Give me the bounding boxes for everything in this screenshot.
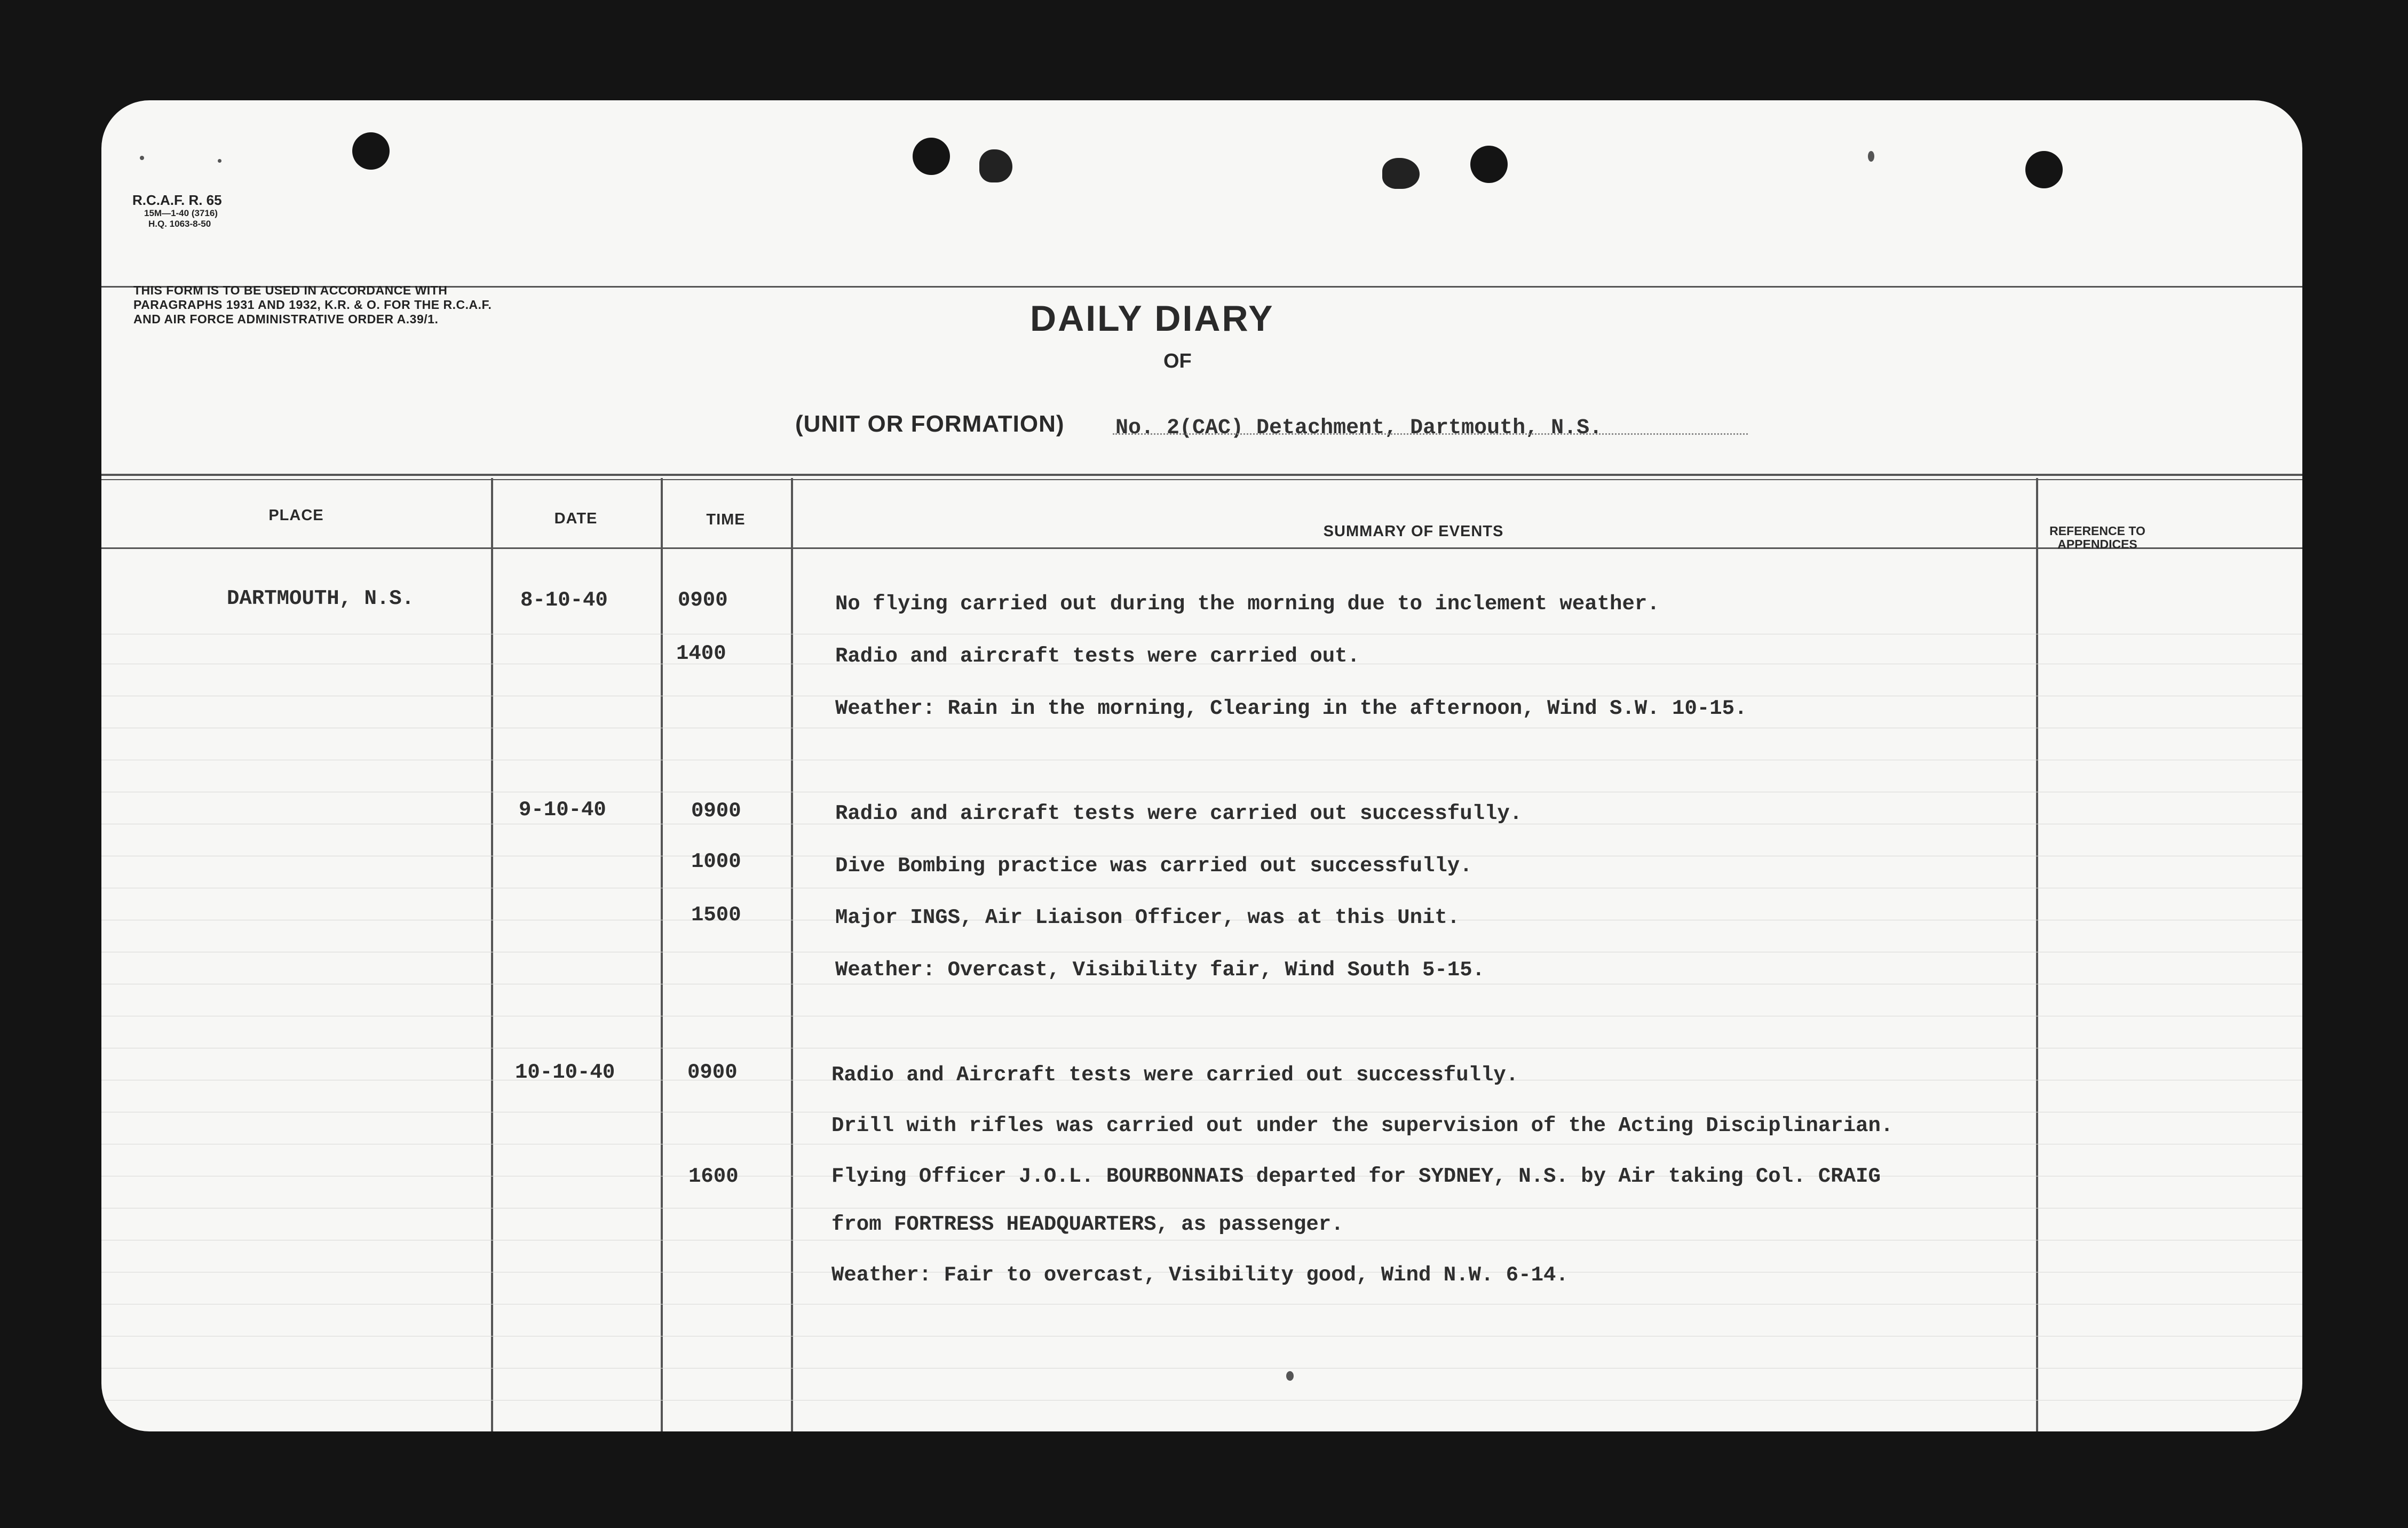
time-entry: 1600 xyxy=(688,1165,739,1188)
event-entry: Drill with rifles was carried out under the supervision of the Acting Disciplinarian. xyxy=(831,1114,1894,1137)
column-header-summary: SUMMARY OF EVENTS xyxy=(1323,523,1504,540)
ink-blot xyxy=(1382,158,1420,189)
event-entry: Weather: Fair to overcast, Visibility good, Wind N.W. 6-14. xyxy=(831,1263,1569,1287)
date-entry: 9-10-40 xyxy=(519,798,606,822)
punch-hole xyxy=(1470,146,1508,183)
form-reference: R.C.A.F. R. 65 xyxy=(132,192,222,208)
speck xyxy=(1286,1371,1294,1381)
time-entry: 0900 xyxy=(678,588,728,612)
form-instructions: THIS FORM IS TO BE USED IN ACCORDANCE WITH PARAGRAPHS 1931 AND 1932, K.R. & O. FOR THE R.C.A.F. AND AIR FORCE ADMINISTRATIVE ORDER A.39/1. xyxy=(133,283,492,326)
event-entry: No flying carried out during the morning due to inclement weather. xyxy=(835,592,1660,616)
time-entry: 0900 xyxy=(687,1061,738,1084)
unit-label: (UNIT OR FORMATION) xyxy=(795,411,1065,437)
column-header-date: DATE xyxy=(554,510,598,527)
place-entry: DARTMOUTH, N.S. xyxy=(227,587,415,610)
column-header-reference: REFERENCE TO APPENDICES xyxy=(2049,524,2145,551)
column-divider xyxy=(491,478,493,1431)
time-entry: 1500 xyxy=(691,903,741,927)
table-top-rule xyxy=(101,479,2302,480)
column-header-rule xyxy=(101,547,2302,549)
date-entry: 8-10-40 xyxy=(520,588,608,612)
form-reference: 15M—1-40 (3716) xyxy=(144,208,218,218)
column-divider xyxy=(791,478,793,1431)
form-reference: H.Q. 1063-8-50 xyxy=(148,219,211,229)
speck xyxy=(140,156,144,160)
ink-blot xyxy=(979,149,1012,182)
table-top-rule xyxy=(101,474,2302,476)
event-entry: Dive Bombing practice was carried out successfully. xyxy=(835,854,1472,878)
event-entry: Radio and Aircraft tests were carried out successfully. xyxy=(831,1063,1519,1087)
speck xyxy=(218,159,221,163)
diary-card xyxy=(101,100,2302,1431)
time-entry: 0900 xyxy=(691,799,741,823)
event-entry: Weather: Rain in the morning, Clearing in the afternoon, Wind S.W. 10-15. xyxy=(835,697,1747,720)
column-header-place: PLACE xyxy=(268,507,324,524)
event-entry: Weather: Overcast, Visibility fair, Wind South 5-15. xyxy=(835,958,1485,982)
title-of: OF xyxy=(1163,350,1192,372)
punch-hole xyxy=(352,132,390,170)
unit-value: No. 2(CAC) Detachment, Dartmouth, N.S. xyxy=(1115,416,1603,440)
column-divider xyxy=(2036,478,2038,1431)
column-divider xyxy=(661,478,663,1431)
event-entry: Radio and aircraft tests were carried out. xyxy=(835,644,1360,668)
punch-hole xyxy=(2025,151,2063,188)
event-entry: Major INGS, Air Liaison Officer, was at this Unit. xyxy=(835,906,1460,929)
time-entry: 1000 xyxy=(691,850,741,873)
page-title: DAILY DIARY xyxy=(1030,298,1274,339)
speck xyxy=(1868,151,1874,162)
date-entry: 10-10-40 xyxy=(515,1061,615,1084)
column-header-time: TIME xyxy=(706,511,746,528)
time-entry: 1400 xyxy=(676,642,726,665)
event-entry: Flying Officer J.O.L. BOURBONNAIS departed for SYDNEY, N.S. by Air taking Col. CRAIG xyxy=(831,1165,1881,1188)
event-entry: from FORTRESS HEADQUARTERS, as passenger. xyxy=(831,1213,1344,1236)
punch-hole xyxy=(913,138,950,175)
unit-dotted-line xyxy=(1113,433,1748,435)
event-entry: Radio and aircraft tests were carried out successfully. xyxy=(835,802,1523,825)
